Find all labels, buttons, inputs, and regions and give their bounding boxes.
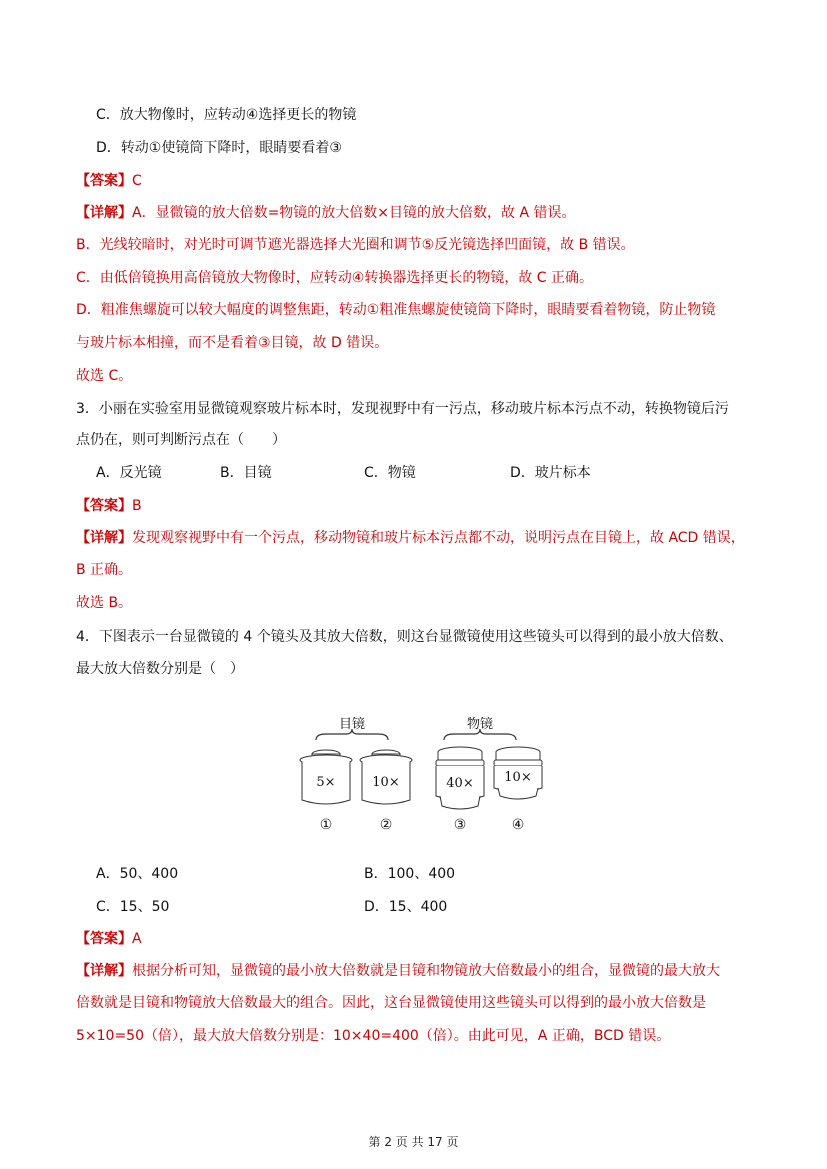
q4-option-b: B．100、400 [364, 866, 456, 882]
detail-label: 【详解】 [76, 205, 132, 221]
page-footer: 第 2 页 共 17 页 [368, 1135, 459, 1149]
q2-detail-line: D．粗准焦螺旋可以较大幅度的调整焦距，转动①粗准焦螺旋使镜筒下降时，眼睛要看着物镜，防止物镜 [76, 302, 716, 318]
q4-detail-line: 5×10=50（倍），最大放大倍数分别是：10×40=400（倍）。由此可见，A 正确，BCD 错误。 [76, 1028, 671, 1044]
q2-conclusion: 故选 C。 [76, 368, 133, 384]
q3-option-a: A．反光镜 [96, 465, 162, 481]
eyepiece-lens-2 [360, 750, 412, 804]
q4-option-c: C．15、50 [96, 899, 170, 915]
q2-detail-line: B．光线较暗时，对光时可调节遮光器选择大光圈和调节⑤反光镜选择凹面镜，故 B 错误。 [76, 237, 635, 253]
lens-figure [290, 712, 550, 842]
q2-answer [76, 171, 142, 191]
lens-number: ③ [453, 817, 467, 833]
q2-detail-line: 【详解】A．显微镜的放大倍数=物镜的放大倍数×目镜的放大倍数，故 A 错误。 [76, 205, 576, 221]
q4-option-d: D．15、400 [364, 899, 448, 915]
answer-label: 【答案】 [76, 498, 132, 514]
q3-detail-line: 【详解】发现观察视野中有一个污点，移动物镜和玻片标本污点都不动，说明污点在目镜上，故 ACD 错误， [76, 530, 745, 546]
q2-detail-line: C．由低倍镜换用高倍镜放大物像时，应转动④转换器选择更长的物镜，故 C 正确。 [76, 270, 593, 286]
lens-mag: 40× [446, 776, 474, 791]
lens-mag: 10× [504, 770, 532, 785]
q4-option-a: A．50、400 [96, 866, 179, 882]
q4-stem-line: 4．下图表示一台显微镜的 4 个镜头及其放大倍数，则这台显微镜使用这些镜头可以得到的最小放大倍数、 [76, 629, 733, 645]
answer-value: C [132, 173, 142, 189]
q3-stem-line: 点仍在，则可判断污点在（ ） [76, 432, 286, 448]
lens-number: ④ [511, 817, 525, 833]
q4-answer [76, 929, 142, 949]
q4-detail-line: 【详解】根据分析可知，显微镜的最小放大倍数就是目镜和物镜放大倍数最小的组合，显微镜的最大放大 [76, 963, 720, 979]
q3-detail-line: B 正确。 [76, 562, 133, 578]
objective-brace [444, 729, 516, 740]
answer-label: 【答案】 [76, 931, 132, 947]
q3-conclusion: 故选 B。 [76, 595, 133, 611]
answer-label: 【答案】 [76, 173, 132, 189]
lens-number: ② [379, 817, 393, 833]
eyepiece-lens-1 [300, 750, 352, 804]
lens-figure-svg [290, 712, 550, 842]
objective-lens-3 [436, 747, 484, 809]
q4-detail-line: 倍数就是目镜和物镜放大倍数最大的组合。因此，这台显微镜使用这些镜头可以得到的最小放大倍数是 [76, 995, 706, 1011]
answer-value: B [132, 498, 142, 514]
lens-mag: 5× [316, 775, 336, 790]
lens-mag: 10× [372, 775, 400, 790]
detail-label: 【详解】 [76, 963, 132, 979]
objective-label: 物镜 [466, 717, 494, 732]
objective-lens-4 [494, 747, 542, 799]
q3-option-b: B．目镜 [220, 465, 272, 481]
answer-value: A [132, 931, 142, 947]
q4-stem-line: 最大放大倍数分别是（ ） [76, 661, 244, 677]
q3-answer [76, 496, 142, 516]
q2-option-d: D．转动①使镜筒下降时，眼睛要看着③ [96, 140, 342, 156]
eyepiece-label: 目镜 [338, 717, 366, 732]
q3-option-d: D．玻片标本 [510, 465, 591, 481]
q3-option-c: C．物镜 [364, 465, 416, 481]
q2-detail-line: 与玻片标本相撞，而不是看着③目镜，故 D 错误。 [76, 335, 389, 351]
detail-label: 【详解】 [76, 530, 132, 546]
lens-number: ① [319, 817, 333, 833]
q3-stem-line: 3．小丽在实验室用显微镜观察玻片标本时，发现视野中有一污点，移动玻片标本污点不动，转换物镜后污 [76, 401, 729, 417]
eyepiece-brace [316, 729, 388, 740]
q2-option-c: C．放大物像时，应转动④选择更长的物镜 [96, 107, 357, 123]
